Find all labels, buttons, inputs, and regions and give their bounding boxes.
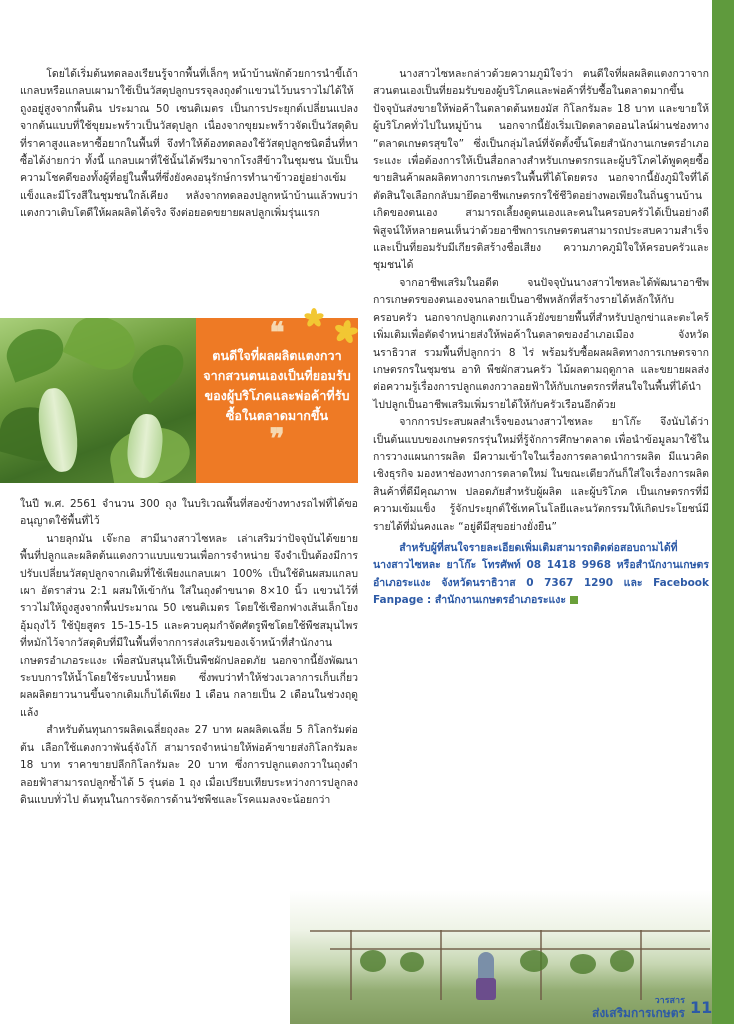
plant-bag	[520, 950, 548, 972]
paragraph: นายลุกมัน เจ๊ะกอ สามีนางสาวไซหละ เล่าเสริมว่าปัจจุบันได้ขยายพื้นที่ปลูกและผลิตต้นแตงกวาแบบแขวนเพื่อการจำหน่าย จึงจำเป็นต้องมีการปรับเปลี่ยนวัสดุปลูกจากเดิมที่ใช้เพียงแกลบเผา 100% เป็นใช้ดินผสมแกลบเผา อัตราส่วน 2:1 ผสมให้เข้ากัน ใส่ในถุงดำขนาด 8×10 นิ้ว แขวนไว้ที่ราวไม่ให้ถูงสูงจากพื้นประมาณ 50 เซนติเมตร โดยใช้เชือกฟางเส้นเล็กโยงอุ้มถุงไว้ ใช้ปุ๋ยสูตร 15-15-15 และควบคุมกำจัดศัตรูพืชโดยใช้พืชสมุนไพร ที่หมักไว้จากวัสดุดิบที่มีในพื้นที่จากการส่งเสริมของเจ้าหน้าที่สำนักงานเกษตรอำเภอระแงะ เพื่อสนับสนุนให้เป็นพืชผักปลอดภัย นอกจากนี้ยังพัฒนาระบบการให้น้ำโดยใช้ระบบน้ำหยด ซึ่งพบว่าทำให้ช่วงเวลาการเก็บเกี่ยวผลผลิตยาวนานขึ้นจากเดิมเก็บได้เพียง 1 เดือน กลายเป็น 2 เดือนในช่วงฤดูแล้ง	[20, 532, 358, 719]
cucumber-plant-photo	[0, 318, 196, 483]
left-column-bottom	[20, 496, 358, 809]
magazine-name-line2: ส่งเสริมการเกษตร	[592, 1006, 685, 1020]
magazine-name	[592, 996, 685, 1020]
open-quote-mark: ❝	[269, 316, 285, 349]
hanging-rail	[310, 930, 710, 932]
farmer-skirt	[476, 978, 496, 1000]
leaf-shape	[63, 318, 144, 380]
paragraph: สำหรับต้นทุนการผลิตเฉลี่ยถุงละ 27 บาท ผลผลิตเฉลี่ย 5 กิโลกรัมต่อต้น เลือกใช้แตงกวาพันธุ์จังโก้ สามารถจำหน่ายให้พ่อค้าขายส่งกิโลกรัมละ 18 บาท ราคาขายปลีกกิโลกรัมละ 20 บาท ซึ่งการปลูกแตงกวาในถุงดำลอยฟ้าสามารถปลูกซ้ำได้ 5 รุ่นต่อ 1 ถุง เมื่อเปรียบเทียบระหว่างการปลูกลงดินแบบทั่วไป ต้นทุนในการจัดการด้านวัชพืชและโรคแมลงจะน้อยกว่า	[20, 724, 358, 806]
frangipani-flower-icon	[334, 320, 358, 344]
plant-bag	[360, 950, 386, 972]
left-column-top	[20, 66, 358, 223]
hanging-rail	[330, 948, 710, 950]
leaf-shape	[0, 321, 70, 382]
pull-quote-text: ตนดีใจที่ผลผลิตแตงกวาจากสวนตนเองเป็นที่ยอมรับของผู้บริโภคและพ่อค้าที่รับซื้อในตลาดมากขึ้น	[203, 348, 351, 423]
paragraph: ในปี พ.ศ. 2561 จำนวน 300 ถุง ในบริเวณพื้นที่สองข้างทางรถไฟที่ได้ขออนุญาตใช้พื้นที่ไว้	[20, 498, 358, 528]
contact-info	[373, 540, 709, 610]
paragraph: จากอาชีพเสริมในอดีต จนปัจจุบันนางสาวไซหละได้พัฒนาอาชีพการเกษตรของตนเองจนกลายเป็นอาชีพหลักที่สร้างรายได้หลักให้กับครอบครัว นอกจากปลูกแตงกวาแล้วยังขยายพื้นที่สำหรับปลูกข่าและตะไคร้เพิ่มเติมเพื่อตัดจำหน่ายส่งให้พ่อค้าในตลาดของอำเภอเมือง จังหวัดนราธิวาส รวมพื้นที่ปลูกกว่า 8 ไร่ พร้อมรับซื้อผลผลิตทางการเกษตรจากเกษตรกรในชุมชน อาทิ พืชผักสวนครัว ไม้ผลตามฤดูกาล และขยายผลส่งต่อความรู้เรื่องการปลูกแตงกวาลอยฟ้าให้กับเกษตรกรที่สนใจในพื้นที่ได้นำไปปลูกเป็นอาชีพเสริมเพิ่มรายได้ให้กับครัวเรือนอีกด้วย	[373, 276, 709, 411]
right-column	[373, 66, 709, 610]
plant-bag	[570, 954, 596, 974]
rail-post	[440, 930, 442, 1000]
magazine-name-line1: วารสาร	[654, 996, 685, 1006]
frangipani-flower-icon	[304, 308, 324, 328]
rail-post	[350, 930, 352, 1000]
close-quote-mark: ❞	[269, 422, 285, 455]
paragraph: โดยได้เริ่มต้นทดลองเรียนรู้จากพื้นที่เล็กๆ หน้าบ้านพักด้วยการนำขี้เถ้าแกลบหรือแกลบเผามาใช้เป็นวัสดุปลูกบรรจุลงถุงดำแขวนไว้บนราวไม่ได้ให้ถูงอยู่สูงจากพื้นดิน ประมาณ 50 เซนติเมตร เป็นการประยุกต์เปลี่ยนแปลงจากต้นแบบที่ใช้ขุยมะพร้าวเป็นวัสดุปลูก เนื่องจากขุยมะพร้าวจัดเป็นวัสดุดิบที่ราคาสูงและหาซื้อยากในพื้นที่ จึงทำให้ต้องทดลองใช้วัสดุปลูกชนิดอื่นที่หาซื้อได้ง่ายกว่า ทั้งนี้ แกลบเผาที่ใช้นั้นได้ฟรีมาจากโรงสีข้าวในชุมชน นับเป็นความโชคดีของทั้งผู้ที่อยู่ในพื้นที่ซึ่งยังคงอนุรักษ์การทำนาข้าวอยู่อย่างเข้มแข็งและมีโรงสีในชุมชนใกล้เคียง หลังจากทดลองปลูกหน้าบ้านแล้วพบว่า แตงกวาเติบโตดีให้ผลผลิตได้จริง จึงต่อยอดขยายผลปลูกเพิ่มรุ่นแรก	[20, 68, 358, 220]
plant-bag	[400, 952, 424, 972]
paragraph: จากการประสบผลสำเร็จของนางสาวไซหละ ยาโก๊ะ จึงนับได้ว่าเป็นต้นแบบของเกษตรกรรุ่นใหม่ที่รู้จักการศึกษาตลาด เพื่อนำข้อมูลมาใช้ในการวางแผนการผลิต มีความเข้าใจในเรื่องการตลาดนำการผลิต มีแนวคิดเชิงธุรกิจ มองหาช่องทางการตลาดใหม่ ในขณะเดียวกันก็ใส่ใจเรื่องการผลิตสินค้าที่ดีมีคุณภาพ ปลอดภัยสำหรับผู้ผลิต และผู้บริโภค เป็นเกษตรกรที่มีความเข้มแข็ง รู้จักประยุกต์ใช้เทคโนโลยีและนวัตกรรมให้เกิดประโยชน์มีรายได้ที่มั่นคงและ “อยู่ดีมีสุขอย่างยั่งยืน”	[373, 416, 709, 533]
contact-text: สำหรับผู้ที่สนใจรายละเอียดเพิ่มเติมสามารถติดต่อสอบถามได้ที่นางสาวไซหละ ยาโก๊ะ โทรศัพท์ 08 1418 9968 หรือสำนักงานเกษตรอำเภอระแงะ จังหวัดนราธิวาส 0 7367 1290 และ Facebook Fanpage : สำนักงานเกษตรอำเภอระแงะ	[373, 541, 709, 607]
plant-bag	[610, 950, 634, 972]
green-square-icon	[570, 596, 578, 604]
page-number: 11	[690, 998, 713, 1017]
paragraph: นางสาวไซหละกล่าวด้วยความภูมิใจว่า ตนดีใจที่ผลผลิตแตงกวาจากสวนตนเองเป็นที่ยอมรับของผู้บริโภคและพ่อค้าที่รับซื้อในตลาดมากขึ้น ปัจจุบันส่งขายให้พ่อค้าในตลาดต้นหยงมัส กิโลกรัมละ 18 บาท และขายให้ผู้บริโภคทั่วไปในหมู่บ้าน นอกจากนี้ยังเริ่มเปิดตลาดออนไลน์ผ่านช่องทาง “ตลาดเกษตรสุขใจ” ซึ่งเป็นกลุ่มไลน์ที่จัดตั้งขึ้นโดยสำนักงานเกษตรอำเภอระแงะ เพื่อต้องการให้เป็นสื่อกลางสำหรับเกษตรกรและผู้บริโภคได้พูดคุยซื้อขายสินค้าผลผลิตทางการเกษตรในพื้นที่ได้โดยตรง นอกจากนี้ยังภูมิใจที่ได้ตัดสินใจเลือกกลับมายึดอาชีพเกษตรกรใช้ชีวิตอย่างพอเพียงในถิ่นฐานบ้านเกิดของตนเอง สามารถเลี้ยงดูตนเองและคนในครอบครัวได้เป็นอย่างดี พิสูจน์ให้หลายคนเห็นว่าด้วยอาชีพการเกษตรตนสามารถประสบความสำเร็จ และเป็นที่ยอมรับมีเกียรติสร้างชื่อเสียง ความภาคภูมิใจให้ครอบครัวและชุมชนได้	[373, 68, 709, 272]
green-side-strip	[712, 0, 734, 1024]
rail-post	[640, 930, 642, 1000]
